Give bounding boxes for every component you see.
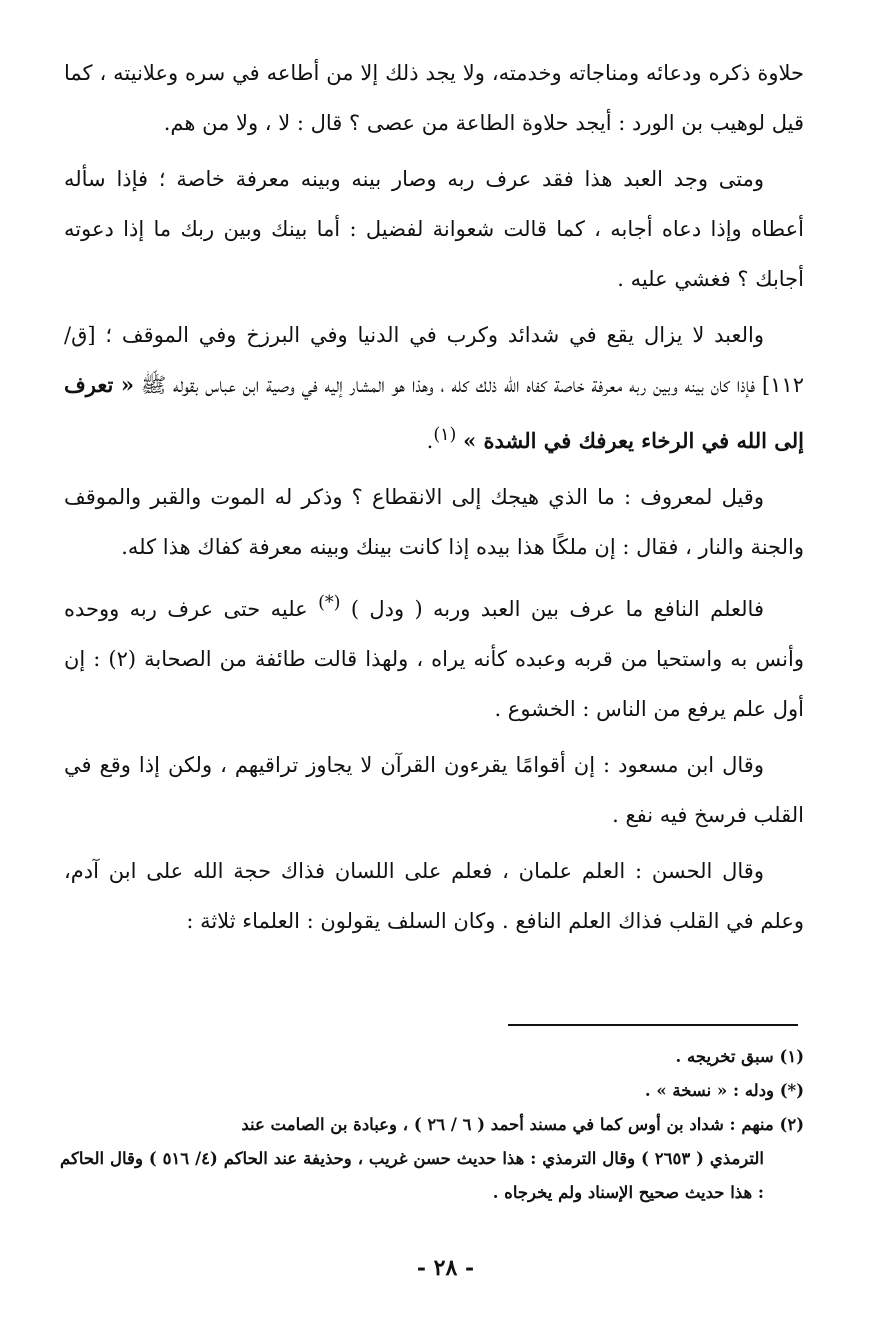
- paragraph-7: وقال الحسن : العلم علمان ، فعلم على اللسان فذاك حجة الله على ابن آدم، وعلم في القلب فذاك العلم النافع . وكان السلف يقولون : العلماء ثلاثة :: [64, 859, 804, 933]
- footnote-star: (*) ودله : « نسخة » .: [644, 1081, 804, 1100]
- main-text: [64, 48, 804, 952]
- footnote-2-continuation: الترمذي ( ٢٦٥٣ ) وقال الترمذي : هذا حديث حسن غريب ، وحذيفة عند الحاكم (٤/ ٥١٦ ) وقال الحاكم : هذا حديث صحيح الإسناد ولم يخرجاه .: [60, 1149, 764, 1202]
- footnote-1: (١) سبق تخريجه .: [675, 1047, 804, 1066]
- paragraph-3-text: والعبد لا يزال يقع في شدائد وكرب في الدنيا وفي البرزخ وفي الموقف ؛ [ق/ ١١٢] فإذا كان بينه وبين ربه معرفة خاصة كفاه الله ذلك كله ، وهذا هو المشار إليه في وصية ابن عباس بقوله ﷺ: [64, 323, 804, 397]
- paragraph-4: وقيل لمعروف : ما الذي هيجك إلى الانقطاع ؟ وذكر له الموت والقبر والموقف والجنة والنار ، فقال : إن ملكًا هذا بيده إذا كانت بينك وبينه معرفة كفاك هذا كله.: [64, 485, 804, 559]
- paragraph-2: ومتى وجد العبد هذا فقد عرف ربه وصار بينه وبينه معرفة خاصة ؛ فإذا سأله أعطاه وإذا دعاه أجابه ، كما قالت شعوانة لفضيل : أما بينك وبين ربك ما إذا دعوته أجابك ؟ فغشي عليه .: [64, 167, 804, 291]
- paragraph-6: وقال ابن مسعود : إن أقوامًا يقرءون القرآن لا يجاوز تراقيهم ، ولكن إذا وقع في القلب فرسخ فيه نفع .: [64, 753, 804, 827]
- paragraph-3-end: .: [426, 429, 434, 453]
- paragraph-5-start: فالعلم النافع ما عرف بين العبد وربه ( ودل ): [350, 597, 764, 621]
- footnote-divider: [508, 1024, 798, 1026]
- footnote-ref-1: (١): [433, 425, 457, 445]
- paragraph-1: حلاوة ذكره ودعائه ومناجاته وخدمته، ولا يجد ذلك إلا من أطاعه في سره وعلانيته ، كما قيل لوهيب بن الورد : أيجد حلاوة الطاعة من عصى ؟ قال : لا ، ولا من هم.: [64, 61, 804, 135]
- paragraph-5: [64, 578, 804, 734]
- paragraph-3: [64, 310, 804, 466]
- footnote-ref-star: (*): [318, 593, 341, 613]
- hadith-quote: « تعرف إلى الله في الرخاء يعرفك في الشدة »: [64, 372, 804, 453]
- footnotes: [60, 1040, 804, 1210]
- footnote-2-line1: (٢) منهم : شداد بن أوس كما في مسند أحمد ( ٦ / ٢٦ ) ، وعبادة بن الصامت عند: [241, 1115, 804, 1134]
- paragraph-5-rest: عليه حتى عرف ربه ووحده وأنس به واستحيا من قربه وعبده كأنه يراه ، ولهذا قالت طائفة من الصحابة (٢) : إن أول علم يرفع من الناس : الخشوع .: [64, 597, 805, 721]
- footnote-2: [60, 1108, 804, 1210]
- page-number: - ٢٨ -: [416, 1255, 475, 1281]
